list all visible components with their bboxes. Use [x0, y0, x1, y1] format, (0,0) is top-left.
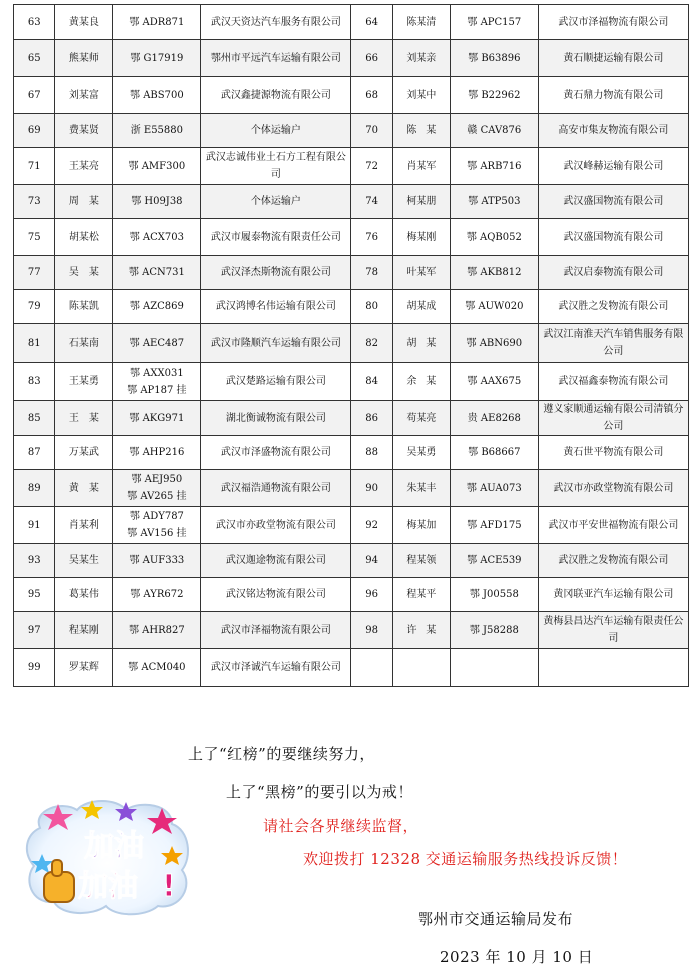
- cell-number: 68: [351, 77, 392, 114]
- cell-company: 武汉鸿博名伟运输有限公司: [201, 290, 351, 324]
- cell-driver-name: 梅某加: [392, 507, 450, 544]
- plate-number: 浙 E55880: [130, 125, 184, 136]
- cell-company: 武汉市泽诚汽车运输有限公司: [201, 649, 351, 687]
- cell-plate: [450, 507, 538, 544]
- plate-number: 鄂 J00558: [469, 589, 519, 600]
- cell-driver-name: 余 某: [392, 363, 450, 401]
- table-row: [14, 114, 689, 148]
- plate-number: 鄂 ABS700: [130, 89, 184, 101]
- cell-plate: [450, 612, 538, 649]
- table-row: [14, 185, 689, 219]
- cell-driver-name: 王某亮: [55, 148, 113, 185]
- footer-publisher: 鄂州市交通运输局发布: [418, 910, 574, 928]
- table-row: [14, 544, 689, 578]
- cell-plate: [113, 612, 201, 649]
- cell-number: 99: [14, 649, 55, 687]
- cell-plate: [450, 40, 538, 77]
- cell-plate: [113, 148, 201, 185]
- cell-number: 74: [351, 185, 392, 219]
- cell-driver-name: [392, 649, 450, 687]
- table-row: [14, 40, 689, 77]
- cell-company: 武汉天资达汽车服务有限公司: [201, 5, 351, 40]
- cell-plate: [450, 401, 538, 436]
- cell-company: 高安市集友物流有限公司: [538, 114, 688, 148]
- cell-company: 武汉福浩通物流有限公司: [201, 470, 351, 507]
- plate-number: 鄂 ADY787: [129, 511, 184, 522]
- cell-number: 95: [14, 578, 55, 612]
- plate-number: 鄂 B68667: [468, 447, 521, 458]
- cell-company: 黄石顺捷运输有限公司: [538, 40, 688, 77]
- cell-number: 87: [14, 436, 55, 470]
- table-row: [14, 290, 689, 324]
- cell-driver-name: 刘某富: [55, 77, 113, 114]
- table-row: [14, 324, 689, 363]
- cell-company: 武汉市亦政堂物流有限公司: [201, 507, 351, 544]
- plate-number: 鄂 ACE539: [467, 555, 522, 566]
- table-row: [14, 363, 689, 401]
- cell-number: 79: [14, 290, 55, 324]
- cell-company: 武汉盛国物流有限公司: [538, 185, 688, 219]
- cell-driver-name: 费某贤: [55, 114, 113, 148]
- cell-driver-name: 陈 某: [392, 114, 450, 148]
- cell-plate: [450, 324, 538, 363]
- cell-plate: [450, 436, 538, 470]
- cell-plate: [450, 77, 538, 114]
- cell-number: 85: [14, 401, 55, 436]
- plate-number: 鄂 APC157: [467, 16, 522, 28]
- cell-driver-name: 刘某中: [392, 77, 450, 114]
- svg-text:加油: 加油: [78, 869, 138, 904]
- cell-company: 黄冈联亚汽车运输有限公司: [538, 578, 688, 612]
- cell-company: 黄梅县昌达汽车运输有限责任公司: [538, 612, 688, 649]
- cell-number: 93: [14, 544, 55, 578]
- cell-plate: [450, 578, 538, 612]
- plate-number: 鄂 ACX703: [129, 231, 184, 243]
- cell-number: [351, 649, 392, 687]
- table-row: [14, 401, 689, 436]
- cell-company: 湖北衡诚物流有限公司: [201, 401, 351, 436]
- table-row: [14, 256, 689, 290]
- plate-number: 鄂 AV265 挂: [127, 491, 187, 502]
- cell-company: 武汉胜之发物流有限公司: [538, 290, 688, 324]
- cell-company: 黄石世平物流有限公司: [538, 436, 688, 470]
- plate-number: 鄂 AZC869: [129, 301, 184, 312]
- cell-driver-name: 胡某松: [55, 219, 113, 256]
- plate-number: 鄂 AFD175: [467, 519, 522, 531]
- plate-number: 鄂 AQB052: [466, 231, 522, 243]
- plate-number: 鄂 AKG971: [129, 412, 185, 424]
- cell-driver-name: 吴 某: [55, 256, 113, 290]
- cell-number: 63: [14, 5, 55, 40]
- cell-plate: [450, 470, 538, 507]
- cell-plate: [113, 578, 201, 612]
- cell-company: 武汉市泽盛物流有限公司: [201, 436, 351, 470]
- cell-plate: [113, 436, 201, 470]
- cell-company: 武汉盛国物流有限公司: [538, 219, 688, 256]
- cell-driver-name: 胡某成: [392, 290, 450, 324]
- cell-driver-name: 吴某生: [55, 544, 113, 578]
- cell-company: 武汉市亦政堂物流有限公司: [538, 470, 688, 507]
- cell-company: 武汉铭达物流有限公司: [201, 578, 351, 612]
- cell-driver-name: 苟某亮: [392, 401, 450, 436]
- penalty-list-table: [13, 4, 689, 687]
- table-row: [14, 436, 689, 470]
- cell-company: 武汉楚路运输有限公司: [201, 363, 351, 401]
- cell-plate: [113, 256, 201, 290]
- cell-plate: [113, 324, 201, 363]
- cell-number: 86: [351, 401, 392, 436]
- cell-company: 武汉市泽福物流有限公司: [538, 5, 688, 40]
- cell-number: 84: [351, 363, 392, 401]
- table-body: [14, 5, 689, 687]
- cell-company: 武汉江南淮天汽车销售服务有限公司: [538, 324, 688, 363]
- plate-number: 鄂 B22962: [468, 89, 521, 101]
- table-row: [14, 612, 689, 649]
- footer-line-black-list: 上了“黑榜”的要引以为戒！: [226, 783, 413, 801]
- cell-company: 武汉鑫捷源物流有限公司: [201, 77, 351, 114]
- cell-plate: [450, 290, 538, 324]
- plate-number: 鄂 AUA073: [466, 482, 522, 494]
- cell-number: 73: [14, 185, 55, 219]
- cell-company: 武汉启泰物流有限公司: [538, 256, 688, 290]
- footer-line-supervise: 请社会各界继续监督，: [263, 817, 419, 835]
- cell-driver-name: 陈某清: [392, 5, 450, 40]
- cell-plate: [113, 470, 201, 507]
- plate-number: 鄂 AKB812: [467, 267, 522, 278]
- cell-number: 75: [14, 219, 55, 256]
- cell-driver-name: 黄 某: [55, 470, 113, 507]
- table-row: [14, 148, 689, 185]
- cell-plate: [450, 5, 538, 40]
- plate-number: 鄂 G17919: [130, 52, 184, 64]
- cell-plate: [113, 401, 201, 436]
- table-row: [14, 77, 689, 114]
- cell-company: [538, 649, 688, 687]
- cell-number: 89: [14, 470, 55, 507]
- cell-company: 个体运输户: [201, 114, 351, 148]
- cell-driver-name: 程某平: [392, 578, 450, 612]
- cell-company: 武汉迦途物流有限公司: [201, 544, 351, 578]
- cell-plate: [450, 363, 538, 401]
- cell-number: 81: [14, 324, 55, 363]
- cell-company: 鄂州市平远汽车运输有限公司: [201, 40, 351, 77]
- cell-driver-name: 陈某凯: [55, 290, 113, 324]
- plate-number: 鄂 ACM040: [128, 662, 186, 673]
- cell-number: 71: [14, 148, 55, 185]
- cell-plate: [113, 507, 201, 544]
- cell-number: 98: [351, 612, 392, 649]
- cell-number: 77: [14, 256, 55, 290]
- cell-number: 91: [14, 507, 55, 544]
- cell-driver-name: 葛某伟: [55, 578, 113, 612]
- plate-number: 鄂 AV156 挂: [127, 528, 187, 539]
- cell-driver-name: 吴某勇: [392, 436, 450, 470]
- plate-number: 鄂 AYR672: [130, 589, 184, 600]
- cell-number: 92: [351, 507, 392, 544]
- plate-number: 鄂 J58288: [469, 624, 519, 636]
- plate-number: 鄂 AUW020: [465, 301, 524, 312]
- cell-driver-name: 肖某利: [55, 507, 113, 544]
- cell-driver-name: 熊某师: [55, 40, 113, 77]
- cell-number: 83: [14, 363, 55, 401]
- cell-plate: [113, 649, 201, 687]
- cell-number: 66: [351, 40, 392, 77]
- plate-number: 鄂 B63896: [468, 52, 521, 64]
- plate-number: 鄂 ABN690: [466, 337, 523, 349]
- cell-number: 67: [14, 77, 55, 114]
- plate-number: 鄂 AUF333: [129, 555, 185, 566]
- cell-plate: [450, 649, 538, 687]
- table-row: [14, 507, 689, 544]
- cell-company: 武汉胜之发物流有限公司: [538, 544, 688, 578]
- cell-number: 72: [351, 148, 392, 185]
- cell-plate: [450, 219, 538, 256]
- table-row: [14, 649, 689, 687]
- cell-number: 90: [351, 470, 392, 507]
- cell-number: 80: [351, 290, 392, 324]
- cell-number: 82: [351, 324, 392, 363]
- footer-line-red-list: 上了“红榜”的要继续努力，: [188, 745, 375, 763]
- svg-text:加油: 加油: [84, 829, 144, 864]
- cell-number: 94: [351, 544, 392, 578]
- table-row: [14, 219, 689, 256]
- cell-company: 武汉市履泰物流有限责任公司: [201, 219, 351, 256]
- plate-number: 鄂 ARB716: [467, 160, 522, 172]
- cell-plate: [450, 148, 538, 185]
- plate-number: 贵 AE8268: [467, 412, 521, 424]
- plate-number: 赣 CAV876: [467, 125, 522, 136]
- cell-plate: [113, 5, 201, 40]
- cell-driver-name: 王 某: [55, 401, 113, 436]
- plate-number: 鄂 AAX675: [467, 376, 522, 387]
- cell-number: 69: [14, 114, 55, 148]
- cell-plate: [113, 77, 201, 114]
- cell-number: 65: [14, 40, 55, 77]
- cell-company: 武汉市隆顺汽车运输有限公司: [201, 324, 351, 363]
- cell-company: 武汉市平安世福物流有限公司: [538, 507, 688, 544]
- cell-plate: [450, 185, 538, 219]
- table-row: [14, 578, 689, 612]
- cell-plate: [113, 290, 201, 324]
- plate-number: 鄂 AHP216: [129, 447, 185, 458]
- cell-driver-name: 罗某辉: [55, 649, 113, 687]
- plate-number: 鄂 AXX031: [130, 367, 184, 379]
- cell-number: 64: [351, 5, 392, 40]
- cell-driver-name: 许 某: [392, 612, 450, 649]
- cell-plate: [113, 40, 201, 77]
- plate-number: 鄂 ADR871: [129, 16, 185, 28]
- cell-driver-name: 梅某刚: [392, 219, 450, 256]
- cell-driver-name: 柯某朋: [392, 185, 450, 219]
- cell-plate: [450, 544, 538, 578]
- plate-number: 鄂 H09J38: [131, 196, 183, 207]
- plate-number: 鄂 AMF300: [128, 160, 186, 172]
- cell-company: 武汉泽杰斯物流有限公司: [201, 256, 351, 290]
- cell-driver-name: 朱某丰: [392, 470, 450, 507]
- footer-date: 2023 年 10 月 10 日: [440, 948, 594, 966]
- plate-number: 鄂 AP187 挂: [127, 384, 187, 396]
- plate-number: 鄂 ATP503: [468, 196, 521, 207]
- cell-plate: [113, 363, 201, 401]
- plate-number: 鄂 AEC487: [129, 337, 185, 349]
- svg-text:!: !: [162, 869, 176, 904]
- cell-driver-name: 肖某军: [392, 148, 450, 185]
- cell-company: 武汉福鑫泰物流有限公司: [538, 363, 688, 401]
- cell-company: 黄石鼎力物流有限公司: [538, 77, 688, 114]
- cell-driver-name: 刘某亲: [392, 40, 450, 77]
- jiayou-cheer-image: [22, 798, 194, 916]
- cell-company: 武汉志诚伟业土石方工程有限公司: [201, 148, 351, 185]
- plate-number: 鄂 AEJ950: [131, 474, 183, 485]
- table-row: [14, 470, 689, 507]
- cell-number: 88: [351, 436, 392, 470]
- cell-company: 武汉峰赫运输有限公司: [538, 148, 688, 185]
- cell-driver-name: 胡 某: [392, 324, 450, 363]
- cell-company: 遵义家顺通运输有限公司清镇分公司: [538, 401, 688, 436]
- footer-line-hotline: 欢迎拨打 12328 交通运输服务热线投诉反馈！: [303, 850, 628, 868]
- plate-number: 鄂 ACN731: [128, 267, 185, 278]
- cell-driver-name: 黄某良: [55, 5, 113, 40]
- cell-driver-name: 石某南: [55, 324, 113, 363]
- cell-plate: [450, 114, 538, 148]
- cell-company: 武汉市泽福物流有限公司: [201, 612, 351, 649]
- cell-driver-name: 王某勇: [55, 363, 113, 401]
- cell-number: 76: [351, 219, 392, 256]
- plate-number: 鄂 AHR827: [128, 624, 185, 636]
- cell-plate: [113, 185, 201, 219]
- cell-driver-name: 程某领: [392, 544, 450, 578]
- cell-driver-name: 叶某军: [392, 256, 450, 290]
- cell-plate: [113, 114, 201, 148]
- cell-plate: [113, 219, 201, 256]
- cell-plate: [113, 544, 201, 578]
- cell-number: 70: [351, 114, 392, 148]
- cell-number: 97: [14, 612, 55, 649]
- cell-plate: [450, 256, 538, 290]
- cell-number: 96: [351, 578, 392, 612]
- cell-driver-name: 程某刚: [55, 612, 113, 649]
- table-row: [14, 5, 689, 40]
- cell-company: 个体运输户: [201, 185, 351, 219]
- cell-driver-name: 周 某: [55, 185, 113, 219]
- cell-driver-name: 万某武: [55, 436, 113, 470]
- cell-number: 78: [351, 256, 392, 290]
